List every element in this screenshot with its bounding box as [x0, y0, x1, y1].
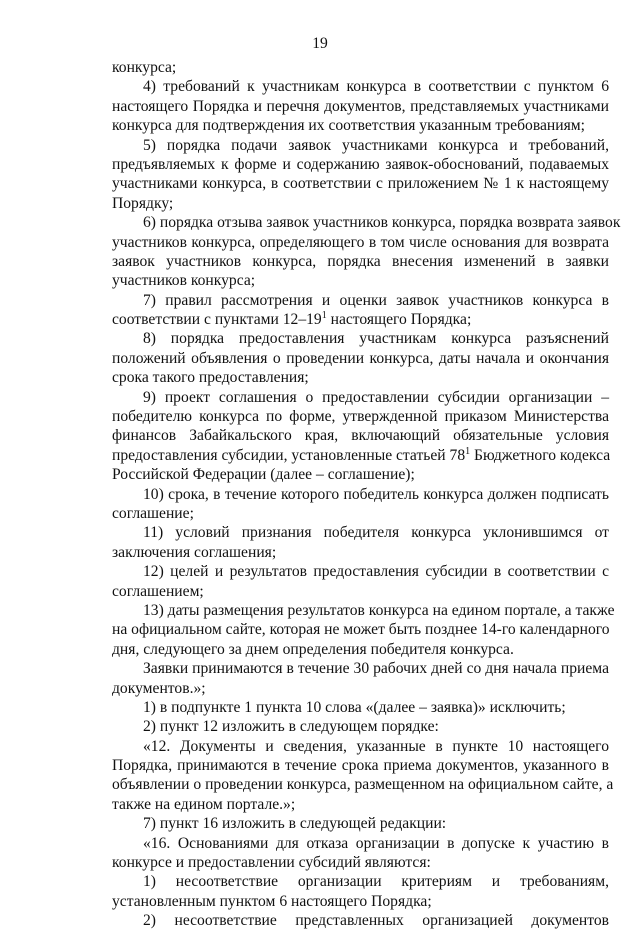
superscript: 1	[465, 445, 471, 457]
text-line	[112, 853, 609, 872]
superscript: 1	[321, 310, 327, 322]
text-line-content: также на едином портале.»;	[112, 795, 296, 813]
text-line-content: 10) срока, в течение которого победитель конкурса должен подписать	[143, 485, 609, 503]
text-line-content: Порядку;	[112, 194, 174, 212]
text-line	[112, 136, 609, 155]
text-line	[112, 814, 609, 833]
text-line-content: соглашением;	[112, 582, 204, 600]
text-line-content: 2) пункт 12 изложить в следующем порядке:	[143, 718, 439, 736]
text-line-content: участников конкурса, определяющего в том числе основания для возврата	[112, 233, 609, 251]
text-line-content: 9) проект соглашения о предоставлении субсидии организации –	[143, 388, 609, 406]
text-line	[112, 310, 609, 329]
text-line-content: дня, следующего за днем определения победителя конкурса.	[112, 640, 514, 658]
text-line-content: заявок участников конкурса, порядка внесения изменений в заявки	[112, 252, 609, 270]
text-line	[112, 582, 609, 601]
text-line	[112, 834, 609, 853]
text-line-content: Заявки принимаются в течение 30 рабочих дней со дня начала приема	[143, 660, 609, 678]
text-line	[112, 523, 609, 542]
text-line	[112, 252, 609, 271]
text-line	[112, 640, 609, 659]
text-line	[112, 368, 609, 387]
text-line-content: Российской Федерации (далее – соглашение);	[112, 466, 415, 484]
text-line	[112, 911, 609, 930]
text-line	[112, 116, 609, 135]
text-line-content: объявлении о проведении конкурса, размещенном на официальном сайте, а	[112, 776, 614, 794]
text-line	[112, 407, 609, 426]
text-line-content: соответствии с пунктами 12–19	[112, 311, 322, 329]
text-line	[112, 213, 621, 232]
text-line	[112, 562, 609, 581]
text-line-content: предоставления субсидии, установленные статьей 78	[112, 446, 466, 464]
text-line	[112, 659, 609, 678]
text-line-content: конкурса для подтверждения их соответствия указанным требованиям;	[112, 117, 585, 135]
text-line-content: установленным пунктом 6 настоящего Порядка;	[112, 892, 432, 910]
text-line-content: 5) порядка подачи заявок участниками конкурса и требований,	[143, 136, 609, 154]
text-line-content: срока такого предоставления;	[112, 369, 309, 387]
text-line-content: 7) правил рассмотрения и оценки заявок участников конкурса в	[143, 291, 609, 309]
text-line	[112, 58, 609, 77]
text-line-content: «12. Документы и сведения, указанные в пункте 10 настоящего	[143, 737, 609, 755]
text-line	[112, 543, 609, 562]
text-line	[112, 620, 609, 639]
text-line	[112, 155, 609, 174]
text-line-content: финансов Забайкальского края, включающий обязательные условия	[112, 427, 609, 445]
text-line-content: соглашение;	[112, 504, 194, 522]
text-line-content: 8) порядка предоставления участникам конкурса разъяснений	[143, 330, 609, 348]
text-line-content: 2) несоответствие представленных организацией документов	[143, 912, 609, 930]
text-line-content: настоящего Порядка и перечня документов, представляемых участниками	[112, 97, 609, 115]
page-number: 19	[312, 35, 328, 52]
text-line-content: 4) требований к участникам конкурса в соответствии с пунктом 6	[143, 78, 609, 96]
text-line-content: предъявляемых к форме и содержанию заявок-обоснований, подаваемых	[112, 155, 609, 173]
text-line	[112, 892, 609, 911]
text-line-content: 7) пункт 16 изложить в следующей редакции:	[143, 815, 447, 833]
text-line	[112, 271, 609, 290]
text-line	[112, 756, 609, 775]
text-line-content: 12) целей и результатов предоставления субсидии в соответствии с	[143, 563, 609, 581]
text-line	[112, 485, 609, 504]
text-line	[112, 174, 609, 193]
text-line	[112, 388, 609, 407]
text-line-content: участников конкурса;	[112, 272, 256, 290]
text-line-continuation: настоящего Порядка;	[326, 311, 472, 329]
text-line-content: 11) условий признания победителя конкурса уклонившимся от	[143, 524, 609, 542]
text-line	[112, 233, 609, 252]
text-line	[112, 426, 609, 445]
text-line	[112, 717, 609, 736]
text-line	[112, 872, 609, 891]
text-line	[112, 194, 609, 213]
text-line	[112, 504, 609, 523]
text-line-content: 1) в подпункте 1 пункта 10 слова «(далее – заявка)» исключить;	[143, 698, 566, 716]
text-line-content: 6) порядка отзыва заявок участников конкурса, порядка возврата заявок	[143, 214, 621, 232]
text-line	[112, 775, 614, 794]
document-body	[112, 58, 621, 931]
text-line	[112, 329, 609, 348]
text-line-content: 13) даты размещения результатов конкурса на едином портале, а также	[143, 601, 615, 619]
text-line	[112, 698, 609, 717]
text-line	[112, 679, 609, 698]
text-line	[112, 349, 609, 368]
text-line-content: «16. Основаниями для отказа организации в допуске к участию в	[143, 834, 609, 852]
text-line-content: 1) несоответствие организации критериям и требованиям,	[143, 873, 609, 891]
text-line-content: участниками конкурса, в соответствии с приложением № 1 к настоящему	[112, 175, 609, 193]
text-line	[112, 446, 609, 465]
text-line-continuation: Бюджетного кодекса	[470, 446, 611, 464]
text-line-content: Порядка, принимаются в течение срока приема документов, указанного в	[112, 757, 609, 775]
text-line	[112, 795, 609, 814]
text-line	[112, 291, 609, 310]
text-line-content: конкурса;	[112, 59, 177, 76]
text-line-content: положений объявления о проведении конкурса, даты начала и окончания	[112, 349, 609, 367]
text-line	[112, 601, 615, 620]
text-line	[112, 77, 609, 96]
text-line-content: заключения соглашения;	[112, 543, 277, 561]
text-line	[112, 465, 609, 484]
text-line-content: документов.»;	[112, 679, 206, 697]
text-line	[112, 97, 609, 116]
text-line-content: конкурсе и предоставлении субсидий являются:	[112, 854, 431, 872]
text-line	[112, 737, 609, 756]
text-line-content: победителю конкурса по форме, утвержденной приказом Министерства	[112, 408, 609, 426]
text-line-content: на официальном сайте, которая не может быть позднее 14-го календарного	[112, 621, 610, 639]
